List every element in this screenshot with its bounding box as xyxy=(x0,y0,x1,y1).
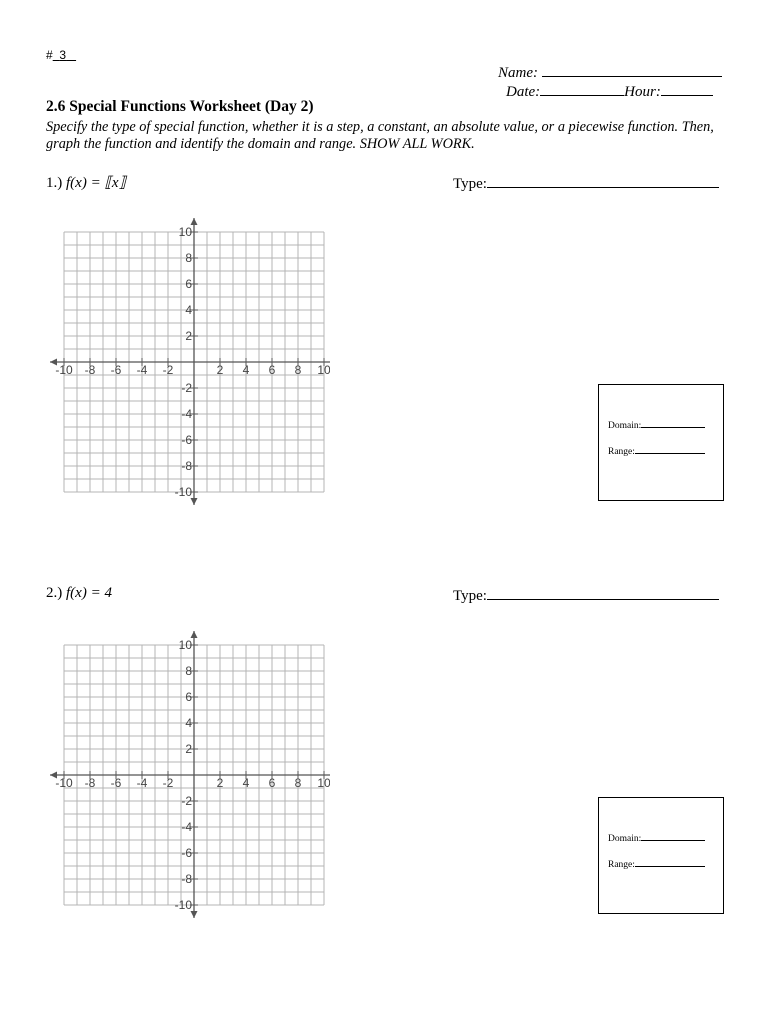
x-tick-label: 4 xyxy=(242,776,250,790)
x-tick-label: 10 xyxy=(317,776,330,790)
date-label: Date: xyxy=(506,84,541,100)
y-tick-label: -4 xyxy=(181,407,192,421)
problem-1-coordinate-grid[interactable] xyxy=(46,216,330,508)
y-tick-label: 6 xyxy=(185,277,192,291)
x-tick-label: -6 xyxy=(110,776,122,790)
problem-1-range-field[interactable] xyxy=(608,444,705,457)
y-tick-label: 4 xyxy=(185,716,192,730)
y-axis-top-arrow xyxy=(191,631,198,638)
x-tick-label: 6 xyxy=(268,776,276,790)
problem-1-type-blank[interactable] xyxy=(487,173,719,188)
name-field[interactable] xyxy=(498,64,722,82)
problem-1-domain-field[interactable] xyxy=(608,418,705,431)
y-axis-bottom-arrow xyxy=(191,911,198,918)
y-tick-label: -8 xyxy=(181,872,192,886)
date-hour-field[interactable] xyxy=(506,83,713,101)
x-tick-label: -8 xyxy=(84,363,96,377)
y-tick-label: -4 xyxy=(181,820,192,834)
y-tick-label: -10 xyxy=(174,898,192,912)
x-tick-label: 2 xyxy=(216,363,224,377)
y-tick-label: 6 xyxy=(185,690,192,704)
x-tick-label: -10 xyxy=(55,776,73,790)
y-tick-label: 8 xyxy=(185,251,192,265)
hour-label: Hour: xyxy=(624,84,661,100)
problem-1-function: f(x) = ⟦x⟧ xyxy=(66,175,126,191)
y-axis-bottom-arrow xyxy=(191,498,198,505)
x-tick-label: -4 xyxy=(136,363,148,377)
page-number-digit: 3 xyxy=(59,48,67,62)
problem-2-range-blank[interactable] xyxy=(635,857,705,867)
y-tick-label: -10 xyxy=(174,485,192,499)
y-tick-label: -6 xyxy=(181,846,192,860)
problem-2-type-label: Type: xyxy=(453,588,487,604)
y-tick-label: 4 xyxy=(185,303,192,317)
date-blank[interactable] xyxy=(540,83,624,96)
y-tick-label: -8 xyxy=(181,459,192,473)
problem-1-domain-label: Domain: xyxy=(608,421,642,431)
page-number-prefix: # xyxy=(46,48,53,62)
problem-2-graph[interactable] xyxy=(46,629,330,921)
name-blank[interactable] xyxy=(542,64,722,77)
x-tick-label: 2 xyxy=(216,776,224,790)
y-axis-top-arrow xyxy=(191,218,198,225)
problem-1-number: 1.) xyxy=(46,175,63,191)
problem-1-type-label: Type: xyxy=(453,176,487,192)
x-tick-label: 10 xyxy=(317,363,330,377)
y-tick-label: -2 xyxy=(181,381,192,395)
x-tick-label: 8 xyxy=(294,363,302,377)
worksheet-title: 2.6 Special Functions Worksheet (Day 2) xyxy=(46,98,314,115)
problem-2-number: 2.) xyxy=(46,585,63,601)
page-number xyxy=(46,48,76,62)
name-label: Name: xyxy=(498,65,538,81)
problem-2-domain-label: Domain: xyxy=(608,834,642,844)
problem-1-range-blank[interactable] xyxy=(635,444,705,454)
y-tick-label: -2 xyxy=(181,794,192,808)
problem-2-label xyxy=(46,585,112,602)
problem-1-type-field[interactable] xyxy=(453,173,719,193)
y-tick-label: 2 xyxy=(185,329,192,343)
worksheet-instructions: Specify the type of special function, whether it is a step, a constant, an absolute value, or a piecewise function. Then, graph the function and identify the domain and range. SHOW ALL WORK. xyxy=(46,119,714,152)
problem-1-domain-range-box xyxy=(598,384,724,501)
y-tick-label: 8 xyxy=(185,664,192,678)
problem-2-type-field[interactable] xyxy=(453,585,719,605)
problem-1-domain-blank[interactable] xyxy=(641,418,705,428)
problem-2-range-field[interactable] xyxy=(608,857,705,870)
problem-2-coordinate-grid[interactable] xyxy=(46,629,330,921)
problem-2-domain-blank[interactable] xyxy=(641,831,705,841)
x-tick-label: -2 xyxy=(162,363,174,377)
problem-2-type-blank[interactable] xyxy=(487,585,719,600)
y-tick-label: 10 xyxy=(178,225,192,239)
x-tick-label: -4 xyxy=(136,776,148,790)
problem-2-domain-field[interactable] xyxy=(608,831,705,844)
problem-1-label xyxy=(46,173,126,192)
y-tick-label: 2 xyxy=(185,742,192,756)
x-tick-label: 4 xyxy=(242,363,250,377)
x-tick-label: -10 xyxy=(55,363,73,377)
x-tick-label: 8 xyxy=(294,776,302,790)
problem-2-range-label: Range: xyxy=(608,860,635,870)
problem-1-graph[interactable] xyxy=(46,216,330,508)
hour-blank[interactable] xyxy=(661,83,713,96)
problem-2-function: f(x) = 4 xyxy=(66,585,112,601)
x-tick-label: 6 xyxy=(268,363,276,377)
y-tick-label: 10 xyxy=(178,638,192,652)
x-tick-label: -6 xyxy=(110,363,122,377)
problem-2-domain-range-box xyxy=(598,797,724,914)
x-tick-label: -2 xyxy=(162,776,174,790)
x-tick-label: -8 xyxy=(84,776,96,790)
page-number-value xyxy=(53,48,76,62)
problem-1-range-label: Range: xyxy=(608,447,635,457)
y-tick-label: -6 xyxy=(181,433,192,447)
